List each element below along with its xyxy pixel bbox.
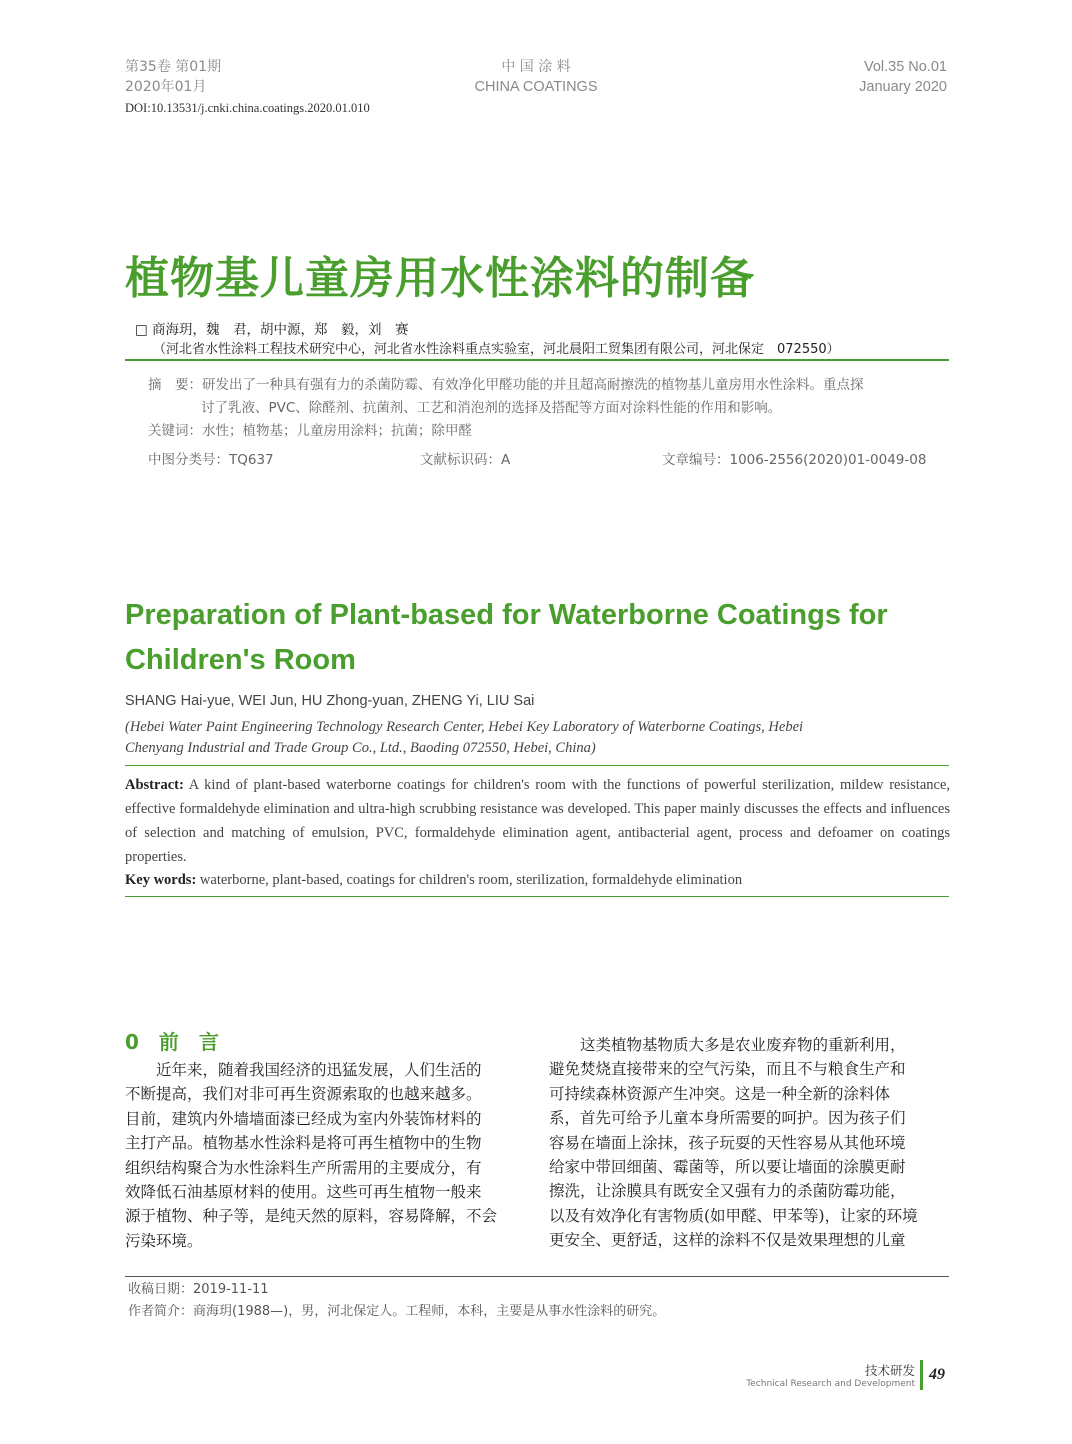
header-date-cn: 2020年01月 [125, 79, 207, 95]
keywords-en-label: Key words: [125, 872, 197, 888]
section-heading: 0 前 言 [125, 1030, 219, 1054]
body-line: 污染环境。 [125, 1231, 203, 1250]
body-line: 组织结构聚合为水性涂料生产所需用的主要成分，有 [125, 1158, 482, 1177]
affiliation-cn: （河北省水性涂料工程技术研究中心，河北省水性涂料重点实验室，河北晨阳工贸集团有限公司，河北保定 072550） [153, 342, 840, 357]
body-line: 给家中带回细菌、霉菌等，所以要让墙面的涂膜更耐 [549, 1158, 906, 1177]
body-line: 不断提高，我们对非可再生资源索取的也越来越多。 [125, 1085, 482, 1104]
abstract-en [125, 773, 950, 869]
abstract-en-text: A kind of plant-based waterborne coatings for children's room with the functions of powerful sterilization, mildew resistance, effective formaldehyde elimination and ultra-high scrubbing resistance was developed. This paper mainly discusses the effects and influences of selection and matching of emulsion, PVC, formaldehyde elimination agent, antibacterial agent, process and defoamer on coatings properties. [125, 777, 951, 865]
body-column-right [549, 1033, 951, 1253]
keywords-en-text: waterborne, plant-based, coatings for children's room, sterilization, formaldehyde elimination [199, 872, 743, 888]
title-en-line1: Preparation of Plant-based for Waterborne Coatings for [125, 599, 888, 631]
clc-number: 中图分类号：TQ637 [148, 452, 274, 468]
received-date: 收稿日期：2019-11-11 [128, 1282, 269, 1297]
page-number: 49 [929, 1366, 945, 1383]
header-journal-cn: 中 国 涂 料 [501, 59, 571, 75]
body-line: 避免焚烧直接带来的空气污染，而且不与粮食生产和 [549, 1060, 906, 1079]
abstract-top-rule [125, 765, 949, 766]
title-en-line2: Children's Room [125, 644, 356, 676]
body-line: 擦洗，让涂膜具有既安全又强有力的杀菌防霉功能， [549, 1182, 906, 1201]
keywords-en [125, 868, 950, 892]
header-volume-issue-en: Vol.35 No.01 [863, 59, 947, 75]
keywords-cn: 关键词：水性；植物基；儿童房用涂料；抗菌；除甲醛 [148, 423, 472, 439]
abstract-cn-line2: 讨了乳液、PVC、除醛剂、抗菌剂、工艺和消泡剂的选择及搭配等方面对涂料性能的作用和影响。 [201, 400, 782, 416]
article-number: 文章编号：1006-2556(2020)01-0049-08 [662, 452, 927, 468]
abstract-cn-label: 摘 要： [148, 377, 202, 393]
abstract-cn-text1: 研发出了一种具有强有力的杀菌防霉、有效净化甲醛功能的并且超高耐擦洗的植物基儿童房用水性涂料。重点探 [202, 377, 864, 393]
body-line: 更安全、更舒适，这样的涂料不仅是效果理想的儿童 [549, 1231, 906, 1250]
body-line: 可持续森林资源产生冲突。这是一种全新的涂料体 [549, 1084, 891, 1103]
header-date-en: January 2020 [859, 79, 947, 95]
body-line: 容易在墙面上涂抹，孩子玩耍的天性容易从其他环境 [549, 1133, 906, 1152]
author-bio: 作者简介：商海玥(1988—)，男，河北保定人。工程师，本科，主要是从事水性涂料的研究。 [128, 1304, 666, 1319]
document-code: 文献标识码：A [420, 452, 511, 468]
body-line: 源于植物、种子等，是纯天然的原料，容易降解，不会 [125, 1207, 498, 1226]
body-line: 近年来，随着我国经济的迅猛发展，人们生活的 [125, 1061, 482, 1079]
body-line: 以及有效净化有害物质(如甲醛、甲苯等)，让家的环境 [549, 1206, 918, 1225]
body-column-left [125, 1058, 525, 1253]
body-line: 主打产品。植物基水性涂料是将可再生植物中的生物 [125, 1134, 482, 1153]
footnote-rule [125, 1276, 949, 1277]
header-journal-en: CHINA COATINGS [474, 79, 598, 95]
body-line: 效降低石油基原材料的使用。这些可再生植物一般来 [125, 1183, 482, 1202]
abstract-bottom-rule [125, 896, 949, 897]
doi: DOI:10.13531/j.cnki.china.coatings.2020.01.010 [125, 101, 370, 115]
column-name-cn: 技术研发 [864, 1363, 915, 1378]
affiliation-en-line2: Chenyang Industrial and Trade Group Co., Ltd., Baoding 072550, Hebei, China) [125, 740, 596, 756]
abstract-en-label: Abstract: [125, 777, 184, 793]
body-line: 这类植物基物质大多是农业废弃物的重新利用， [549, 1036, 906, 1054]
title-cn: 植物基儿童房用水性涂料的制备 [125, 253, 755, 304]
page-marker-bar [920, 1360, 923, 1390]
body-line: 系，首先可给予儿童本身所需要的呵护。因为孩子们 [549, 1109, 906, 1128]
header-volume-issue-cn: 第35卷 第01期 [125, 59, 222, 75]
column-name-en: Technical Research and Development [746, 1379, 915, 1389]
abstract-cn-line1 [148, 374, 864, 396]
title-divider [125, 359, 949, 361]
authors-en: SHANG Hai-yue, WEI Jun, HU Zhong-yuan, ZHENG Yi, LIU Sai [125, 693, 535, 709]
body-line: 目前，建筑内外墙墙面漆已经成为室内外装饰材料的 [125, 1109, 482, 1128]
affiliation-en-line1: (Hebei Water Paint Engineering Technology Research Center, Hebei Key Laboratory of Waterborne Coatings, Hebei [125, 719, 804, 735]
authors-cn: □ 商海玥，魏 君，胡中源，郑 毅，刘 赛 [135, 322, 409, 338]
